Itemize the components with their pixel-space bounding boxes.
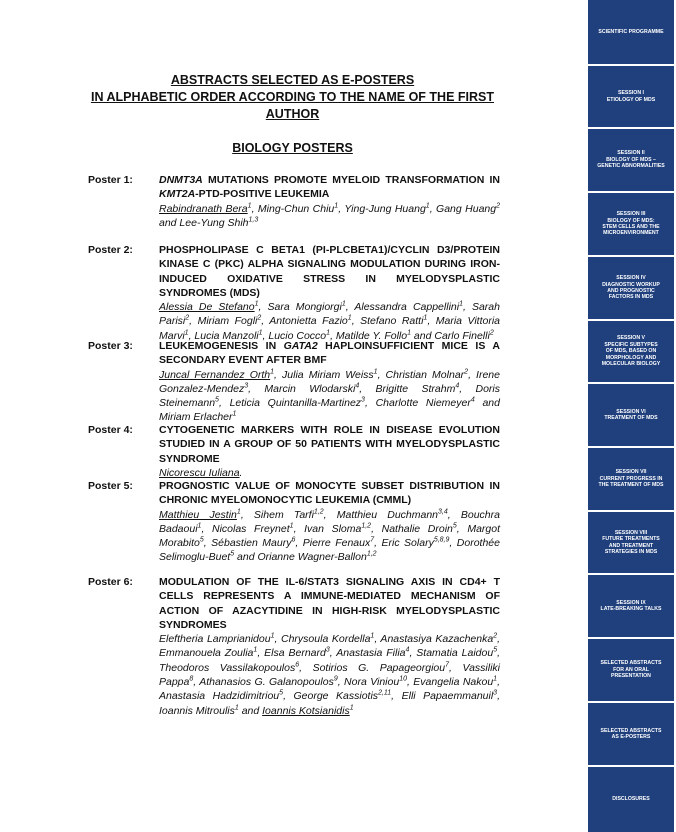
nav-label-line: LATE-BREAKING TALKS xyxy=(600,606,662,612)
section-title: BIOLOGY POSTERS xyxy=(232,141,353,155)
affiliation-superscript: 10 xyxy=(399,675,407,683)
affiliation-superscript: 4 xyxy=(355,382,360,390)
nav-session-7[interactable] xyxy=(588,448,674,510)
nav-label xyxy=(598,29,663,35)
nav-label xyxy=(604,409,657,422)
poster-authors xyxy=(159,632,500,718)
poster-title xyxy=(159,173,500,202)
affiliation-superscript: 5 xyxy=(279,689,284,697)
nav-label-line: FACTORS IN MDS xyxy=(608,294,654,301)
affiliation-superscript: 4 xyxy=(405,646,410,654)
affiliation-superscript: 3 xyxy=(325,646,330,654)
text-run: , Lucio Cocco xyxy=(262,329,327,342)
affiliation-superscript: 7 xyxy=(370,536,375,544)
text-run: MUTATIONS PROMOTE MYELOID TRANSFORMATION IN xyxy=(202,174,500,186)
text-run: and Carlo Finelli xyxy=(411,329,490,342)
poster-label: Poster 4: xyxy=(88,424,133,436)
text-run: , Anastasia Hadzidimitriou xyxy=(159,676,500,703)
text-run: , Stamatia Laidou xyxy=(409,647,494,660)
text-run: KMT2A xyxy=(159,188,196,201)
affiliation-superscript: 5 xyxy=(493,646,498,654)
text-run: and Orianne Wagner-Ballon xyxy=(234,551,367,564)
nav-disclosures[interactable] xyxy=(588,767,674,832)
text-run: , Matilde Y. Follo xyxy=(330,329,408,342)
text-run: , Athanasios G. Galanopoulos xyxy=(193,676,334,689)
nav-label-line: CURRENT PROGRESS IN xyxy=(599,475,663,482)
nav-session-8[interactable] xyxy=(588,512,674,573)
heading-line-2: IN ALPHABETIC ORDER ACCORDING TO THE NAME OF THE FIRST xyxy=(90,90,494,104)
text-run: , Nicolas Freynet xyxy=(201,522,290,535)
nav-label-line: SPECIFIC SUBTYPES xyxy=(604,341,658,348)
text-run: GATA2 xyxy=(283,340,318,352)
poster-title xyxy=(159,479,500,508)
nav-label-line: ETIOLOGY OF MDS xyxy=(606,96,656,103)
nav-session-9[interactable] xyxy=(588,575,674,637)
affiliation-superscript: 8 xyxy=(189,675,194,683)
affiliation-superscript: 6 xyxy=(295,661,300,669)
affiliation-superscript: 3 xyxy=(361,396,365,404)
text-run: , Doris Steinemann xyxy=(159,382,500,410)
affiliation-superscript: 5 xyxy=(230,550,235,558)
navigation-sidebar xyxy=(588,0,676,832)
poster-authors xyxy=(159,300,500,343)
text-run: , Ivan Sloma xyxy=(293,522,362,535)
nav-label xyxy=(602,275,660,301)
affiliation-superscript: 1 xyxy=(326,329,331,337)
nav-label-line: MORPHOLOGY AND xyxy=(605,354,657,361)
text-run: , Julia Miriam Weiss xyxy=(274,368,374,381)
affiliation-superscript: 3 xyxy=(244,382,249,390)
text-run: , Dorothée Selimoglu-Buet xyxy=(159,537,500,564)
affiliation-superscript: 1 xyxy=(254,300,259,308)
poster-body xyxy=(159,173,500,230)
text-run: HAPLOINSUFFICIENT MICE IS A SECONDARY EVENT AFTER BMF xyxy=(159,340,500,367)
text-run: , Nathalie Droin xyxy=(371,522,453,535)
affiliation-superscript: 1 xyxy=(347,314,352,322)
text-run: and Miriam Erlacher xyxy=(159,397,500,424)
text-run: -PTD-POSITIVE LEUKEMIA xyxy=(195,188,330,201)
text-run: , Nora Viniou xyxy=(337,676,400,689)
nav-label-line: FUTURE TREATMENTS xyxy=(602,536,660,543)
nav-label-line: MOLECULAR BIOLOGY xyxy=(601,361,661,368)
poster-authors xyxy=(159,508,500,565)
text-run: , Charlotte Niemeyer xyxy=(364,397,471,410)
text-run: , Sotirios G. Papageorgiou xyxy=(299,661,446,674)
poster-body xyxy=(159,575,500,718)
nav-label-line: STRATEGIES IN MDS xyxy=(604,548,658,555)
nav-label-line: TREATMENT OF MDS xyxy=(604,415,658,421)
text-run: and Lee-Yung Shih xyxy=(159,216,249,229)
nav-label-line: AND PROGNOSTIC xyxy=(607,288,655,294)
nav-session-1[interactable] xyxy=(588,66,674,127)
affiliation-superscript: 1 xyxy=(197,522,202,530)
nav-label-line: SCIENTIFIC PROGRAMME xyxy=(598,28,664,35)
affiliation-superscript: 2 xyxy=(185,314,190,322)
nav-label xyxy=(612,796,649,802)
nav-label-line: FOR AN ORAL xyxy=(613,666,649,673)
affiliation-superscript: 1 xyxy=(270,368,275,376)
text-run: , Anastasiya Kazachenka xyxy=(374,633,494,646)
nav-label xyxy=(607,90,655,103)
poster-label: Poster 5: xyxy=(88,480,133,492)
heading-line-1: ABSTRACTS SELECTED AS E-POSTERS xyxy=(170,73,415,87)
text-run: , Lucia Manzoli xyxy=(188,329,259,342)
text-run: , Matthieu Duchmann xyxy=(323,508,439,521)
nav-label xyxy=(598,469,663,488)
text-run: , Maria Vittoria Marvi xyxy=(159,315,500,342)
text-run: , Brigitte Strahm xyxy=(359,382,456,395)
poster-label: Poster 3: xyxy=(88,340,133,352)
text-run: , Alessandra Cappellini xyxy=(345,301,460,314)
nav-scientific-programme[interactable] xyxy=(588,0,674,64)
affiliation-superscript: 1,3 xyxy=(248,216,259,224)
nav-label-line: BIOLOGY OF MDS – xyxy=(606,156,656,163)
nav-label-line: BIOLOGY OF MDS: xyxy=(607,217,655,224)
text-run: , Theodoros Vassilakopoulos xyxy=(159,647,501,674)
nav-label-line: DIAGNOSTIC WORKUP xyxy=(602,281,660,288)
text-run: , Margot Morabito xyxy=(159,522,501,550)
poster-body xyxy=(159,243,500,343)
poster-label: Poster 1: xyxy=(88,174,133,186)
text-run: , Evangelia Nakou xyxy=(407,676,494,689)
text-run: , Gang Huang xyxy=(429,202,497,215)
affiliation-superscript: 1 xyxy=(234,704,239,712)
affiliation-superscript: 1 xyxy=(184,329,189,337)
text-run: , Marcin Wlodarski xyxy=(248,382,356,395)
affiliation-superscript: 4 xyxy=(470,396,475,404)
poster-body xyxy=(159,479,500,565)
text-run: , Sarah Parisi xyxy=(159,301,500,328)
nav-label-line: SESSION V xyxy=(617,335,645,342)
nav-label-line: STEM CELLS AND THE xyxy=(602,224,660,230)
affiliation-superscript: 2 xyxy=(464,368,469,376)
nav-label-line: SESSION II xyxy=(617,150,645,157)
poster-body xyxy=(159,339,500,425)
text-run: , Anastasia Filia xyxy=(329,647,406,660)
nav-label xyxy=(602,530,660,556)
affiliation-superscript: 4 xyxy=(455,382,460,390)
text-run: DNMT3A xyxy=(159,174,203,186)
text-run: . xyxy=(239,466,243,479)
text-run: , Vassiliki Pappa xyxy=(159,661,500,689)
text-run: and xyxy=(238,704,263,717)
nav-label-line: SELECTED ABSTRACTS xyxy=(600,727,662,734)
affiliation-superscript: 1 xyxy=(459,300,463,308)
nav-label xyxy=(597,150,665,169)
nav-session-6[interactable] xyxy=(588,384,674,446)
poster-title xyxy=(159,339,500,368)
nav-selected-eposters[interactable] xyxy=(588,703,674,765)
text-run: , Irene Gonzalez-Mendez xyxy=(159,368,500,395)
affiliation-superscript: 1 xyxy=(493,675,498,683)
affiliation-superscript: 1 xyxy=(425,202,430,210)
affiliation-superscript: 1 xyxy=(341,300,346,308)
text-run: LEUKEMOGENESIS IN xyxy=(159,340,284,352)
poster-authors xyxy=(159,202,500,231)
affiliation-superscript: 1 xyxy=(370,632,375,640)
affiliation-superscript: 7 xyxy=(445,661,450,669)
affiliation-superscript: 1,2 xyxy=(361,522,372,530)
nav-session-5[interactable] xyxy=(588,321,674,382)
text-run: , Eric Solary xyxy=(374,537,434,550)
affiliation-superscript: 1,2 xyxy=(313,508,324,516)
text-run: Eleftheria Lamprianidou xyxy=(159,633,271,646)
text-run: , Sara Mongiorgi xyxy=(258,301,342,314)
affiliation-superscript: 2 xyxy=(496,202,500,210)
text-run: PROGNOSTIC VALUE OF MONOCYTE SUBSET DISTRIBUTION IN CHRONIC MYELOMONOCYTIC LEUKEMIA (CMML) xyxy=(159,480,500,507)
text-run: , Miriam Fogli xyxy=(189,315,258,328)
affiliation-superscript: 3,4 xyxy=(438,508,448,516)
poster-body xyxy=(159,423,500,480)
nav-label-line: SELECTED ABSTRACTS xyxy=(600,660,662,667)
nav-session-3[interactable] xyxy=(588,193,674,255)
affiliation-superscript: 5 xyxy=(215,396,219,404)
affiliation-superscript: 5,8,9 xyxy=(433,536,450,544)
text-run: Juncal Fernandez Orth xyxy=(159,368,271,381)
poster-authors xyxy=(159,368,500,425)
nav-label-line: SESSION III xyxy=(616,211,646,218)
text-run: , Sihem Tarfi xyxy=(240,508,314,521)
poster-title xyxy=(159,575,500,632)
nav-label-line: OF MDS, BASED ON xyxy=(605,348,657,355)
nav-label-line: SESSION IX xyxy=(616,599,646,606)
text-run: CYTOGENETIC MARKERS WITH ROLE IN DISEASE EVOLUTION STUDIED IN A GROUP OF 50 PATIENTS WITH MYELODYSPLASTIC SYNDROME xyxy=(159,424,500,465)
text-run: , Ming-Chun Chiu xyxy=(251,202,335,215)
nav-label-line: DISCLOSURES xyxy=(612,796,650,803)
affiliation-superscript: 1 xyxy=(253,646,258,654)
nav-label-line: MICROENVIRONMENT xyxy=(603,230,659,237)
text-run: , George Kassiotis xyxy=(283,690,379,703)
affiliation-superscript: 1 xyxy=(258,329,263,337)
nav-label-line: AS E-POSTERS xyxy=(611,734,651,740)
nav-label-line: AND TREATMENT xyxy=(608,542,654,549)
affiliation-superscript: 5 xyxy=(452,522,457,530)
poster-title xyxy=(159,243,500,300)
nav-session-4[interactable] xyxy=(588,257,674,319)
affiliation-superscript: 1 xyxy=(423,314,428,322)
nav-label-line: SESSION IV xyxy=(616,275,646,282)
affiliation-superscript: 2 xyxy=(493,632,498,640)
text-run: Ioannis Kotsianidis xyxy=(262,704,350,717)
text-run: , Antonietta Fazio xyxy=(261,315,348,328)
text-run: Alessia De Stefano xyxy=(159,301,255,314)
poster-title xyxy=(159,423,500,466)
nav-label-line: SESSION VI xyxy=(616,408,646,415)
affiliation-superscript: 1 xyxy=(349,704,354,712)
text-run: , Elsa Bernard xyxy=(257,647,326,660)
text-run: , Ioannis Mitroulis xyxy=(159,690,500,717)
affiliation-superscript: 5 xyxy=(199,536,204,544)
document-heading xyxy=(0,72,585,123)
affiliation-superscript: 1 xyxy=(289,522,294,530)
text-run: , Bouchra Badaoui xyxy=(159,508,500,535)
affiliation-superscript: 1 xyxy=(270,632,275,640)
nav-label-line: THE TREATMENT OF MDS xyxy=(598,482,664,489)
affiliation-superscript: 2,11 xyxy=(378,689,392,697)
nav-session-2[interactable] xyxy=(588,129,674,191)
text-run: Nicorescu Iuliana xyxy=(159,466,240,479)
text-run: , Pierre Fenaux xyxy=(295,537,371,550)
affiliation-superscript: 1 xyxy=(407,329,412,337)
nav-label-line: SESSION VII xyxy=(615,469,647,476)
affiliation-superscript: 1 xyxy=(232,410,237,418)
nav-label xyxy=(602,211,659,237)
text-run: PHOSPHOLIPASE C BETA1 (PI-PLCBETA1)/CYCLIN D3/PROTEIN KINASE C (PKC) ALPHA SIGNALING MODULATION DURING IRON-INDUCED OXIDATIVE STRESS IN MYELODYSPLASTIC SYNDROMES (MDS) xyxy=(159,244,500,299)
text-run: , Elli Papaemmanuil xyxy=(391,690,494,703)
text-run: Rabindranath Bera xyxy=(159,202,248,215)
text-run: , Stefano Ratti xyxy=(351,315,424,328)
poster-label: Poster 2: xyxy=(88,244,133,256)
nav-label xyxy=(602,335,661,367)
text-run: , Christian Molnar xyxy=(377,368,465,381)
nav-label xyxy=(601,600,662,613)
nav-label xyxy=(601,728,662,741)
text-run: , Chrysoula Kordella xyxy=(274,633,371,646)
heading-line-3: AUTHOR xyxy=(265,107,320,121)
nav-label-line: SESSION I xyxy=(618,90,644,97)
nav-label-line: GENETIC ABNORMALITIES xyxy=(597,163,665,170)
nav-label-line: SESSION VIII xyxy=(614,529,648,536)
affiliation-superscript: 1,2 xyxy=(366,550,377,558)
affiliation-superscript: 9 xyxy=(333,675,338,683)
text-run: , Sébastien Maury xyxy=(203,537,292,550)
text-run: , Leticia Quintanilla-Martinez xyxy=(218,397,362,410)
affiliation-superscript: 1 xyxy=(334,202,339,210)
text-run: , Emmanouela Zoulia xyxy=(159,633,501,660)
affiliation-superscript: 6 xyxy=(291,536,296,544)
text-run: , Ying-Jung Huang xyxy=(338,202,426,215)
affiliation-superscript: 2 xyxy=(257,314,262,322)
nav-selected-oral[interactable] xyxy=(588,639,674,701)
affiliation-superscript: 1 xyxy=(373,368,378,376)
text-run: MODULATION OF THE IL-6/STAT3 SIGNALING AXIS IN CD4+ T CELLS REPRESENTS A IMMUNE-MEDIATED MECHANISM OF ACTION OF AZACYTIDINE IN HIGH-RISK MYELODYSPLASTIC SYNDROMES xyxy=(159,576,500,631)
affiliation-superscript: 1 xyxy=(247,202,252,210)
affiliation-superscript: 2 xyxy=(489,329,494,337)
affiliation-superscript: 1 xyxy=(236,508,241,516)
text-run: Matthieu Jestin xyxy=(159,508,237,521)
nav-label-line: PRESENTATION xyxy=(611,673,651,680)
nav-label xyxy=(601,660,662,679)
affiliation-superscript: 3 xyxy=(493,689,498,697)
poster-label: Poster 6: xyxy=(88,576,133,588)
